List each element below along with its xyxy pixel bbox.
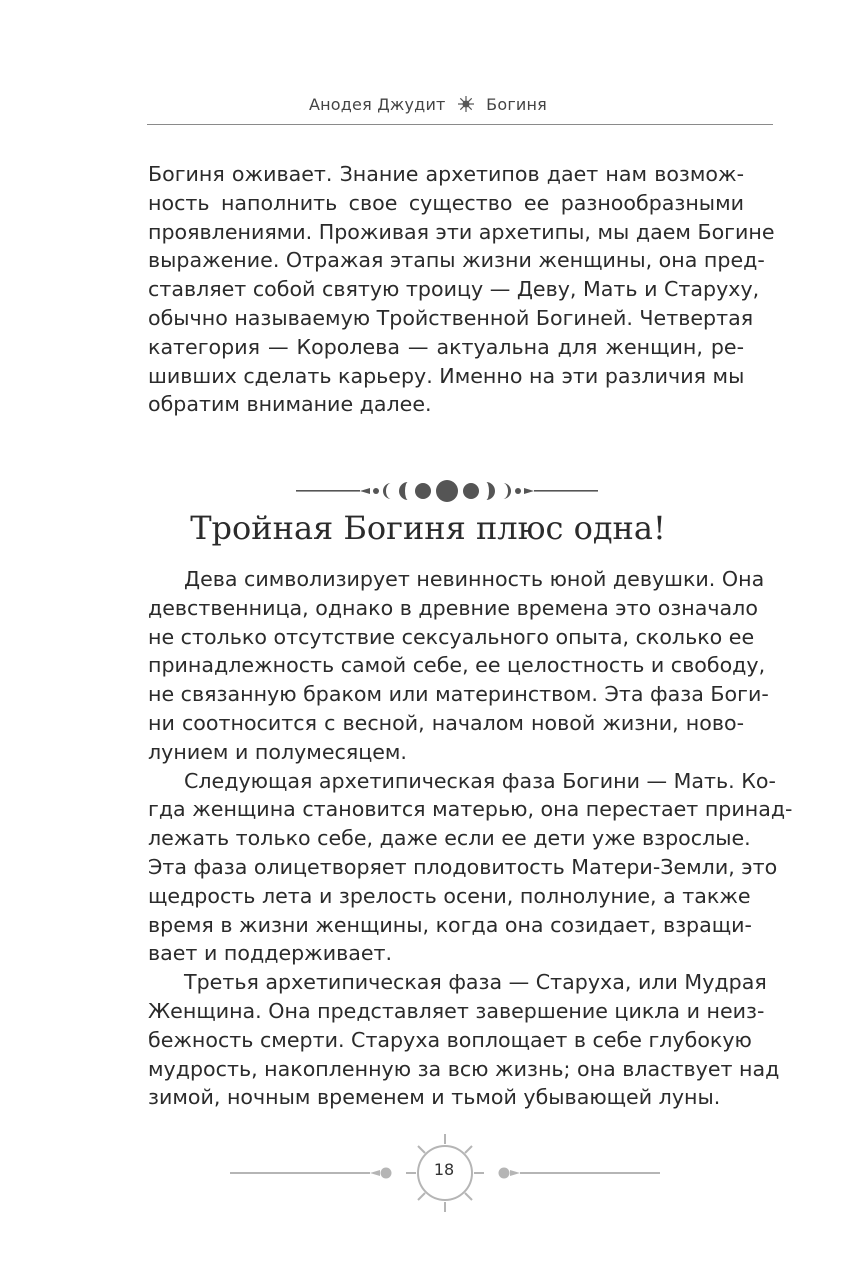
text-line: ставляет собой святую троицу — Деву, Мать и Старуху, — [148, 277, 760, 302]
text-line: категория — Королева — актуальна для женщин, ре- — [148, 334, 744, 359]
text-line: обычно называемую Тройственной Богиней. Четвертая — [148, 305, 754, 330]
text-line: принадлежность самой себе, ее целостность и свободу, — [148, 653, 766, 678]
header-title: Богиня — [486, 95, 548, 114]
text-line: Следующая архетипическая фаза Богини — Мать. Ко- — [184, 768, 776, 793]
header-author: Анодея Джудит — [308, 95, 446, 114]
sun-star-icon — [457, 95, 475, 117]
header-rule — [147, 124, 773, 125]
text-line: обратим внимание далее. — [148, 392, 432, 417]
text-line: проявлениями. Проживая эти архетипы, мы даем Богине — [148, 219, 775, 244]
text-line: Эта фаза олицетворяет плодовитость Матери-Земли, это — [148, 854, 778, 879]
text-line: Третья архетипическая фаза — Старуха, или Мудрая — [184, 970, 767, 995]
text-line: не связанную браком или материнством. Эта фаза Боги- — [148, 682, 769, 707]
text-line: Женщина. Она представляет завершение цикла и неиз- — [148, 998, 765, 1023]
text-line: щедрость лета и зрелость осени, полнолуние, а также — [148, 883, 751, 908]
text-line: шивших сделать карьеру. Именно на эти различия мы — [148, 363, 745, 388]
text-line: Дева символизирует невинность юной девушки. Она — [184, 567, 765, 591]
page-number: 18 — [433, 1160, 455, 1179]
moon-phases-icon — [296, 476, 598, 511]
intro-paragraph — [148, 160, 775, 419]
text-line: девственница, однако в древние времена это означало — [148, 595, 758, 620]
text-line: лежать только себе, даже если ее дети уже взрослые. — [148, 826, 751, 851]
text-line: зимой, ночным временем и тьмой убывающей луны. — [148, 1085, 721, 1110]
text-line: время в жизни женщины, когда она созидает, взращи- — [148, 912, 752, 937]
text-line: ни соотносится с весной, началом новой жизни, ново- — [148, 710, 744, 735]
text-line: Богиня оживает. Знание архетипов дает нам возмож- — [148, 162, 744, 186]
text-line: гда женщина становится матерью, она перестает принад- — [148, 797, 793, 822]
text-line: лунием и полумесяцем. — [148, 739, 407, 764]
text-line: не столько отсутствие сексуального опыта, сколько ее — [148, 624, 755, 649]
text-line: мудрость, накопленную за всю жизнь; она властвует над — [148, 1056, 780, 1081]
text-line: вает и поддерживает. — [148, 941, 393, 966]
section-body — [148, 565, 793, 1112]
running-header — [0, 95, 856, 117]
text-line: выражение. Отражая этапы жизни женщины, она пред- — [148, 248, 765, 273]
text-line: ность наполнить свое существо ее разнообразными — [148, 190, 744, 215]
text-line: бежность смерти. Старуха воплощает в себе глубокую — [148, 1027, 752, 1052]
section-title: Тройная Богиня плюс одна! — [190, 509, 666, 547]
